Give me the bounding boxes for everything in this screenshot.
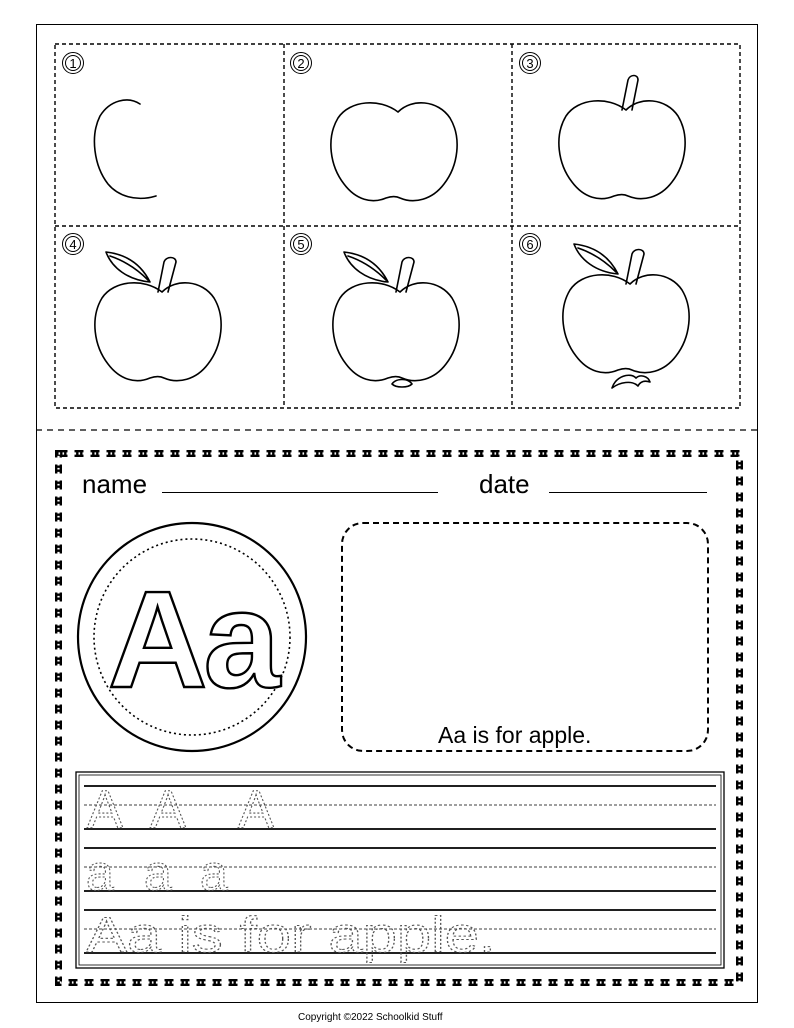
name-label: name xyxy=(82,469,148,499)
copyright-text: Copyright ©2022 Schoolkid Stuff xyxy=(298,1012,443,1023)
trace-a-3: a xyxy=(200,845,228,901)
step-number-3: 3 xyxy=(519,52,541,74)
trace-a-2: a xyxy=(144,845,172,901)
step-number-4: 4 xyxy=(62,233,84,255)
drawing-caption: Aa is for apple. xyxy=(438,722,592,748)
trace-sentence: Aa is for apple. xyxy=(86,907,496,963)
step-number-6: 6 xyxy=(519,233,541,255)
step-number-1: 1 xyxy=(62,52,84,74)
step-number-5: 5 xyxy=(290,233,312,255)
trace-A-3: A xyxy=(238,780,275,840)
trace-a-1: a xyxy=(86,845,114,901)
step-number-2: 2 xyxy=(290,52,312,74)
letter-outline: Aa xyxy=(107,563,277,717)
trace-A-2: A xyxy=(150,780,187,840)
date-label: date xyxy=(479,469,530,499)
trace-A-1: A xyxy=(87,780,124,840)
